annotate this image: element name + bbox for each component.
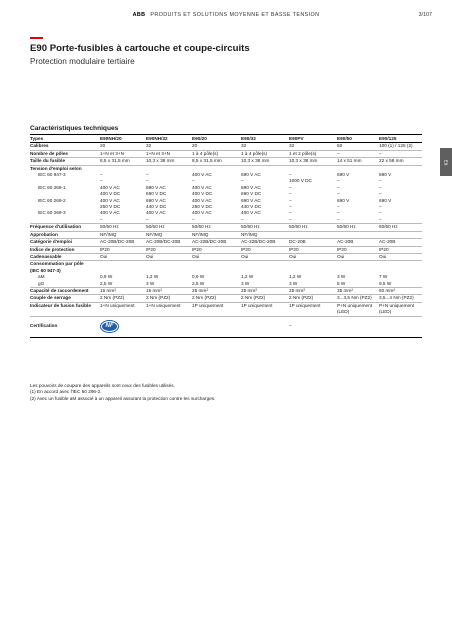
table-cell: – bbox=[241, 216, 244, 222]
table-cell: NF/IMQ bbox=[146, 231, 192, 238]
table-cell: 25 mm² bbox=[192, 287, 241, 294]
table-cell bbox=[289, 261, 337, 268]
table-cell bbox=[146, 316, 192, 337]
table-cell: 50/60 Hz bbox=[241, 224, 289, 231]
header-cell: E90/20 bbox=[192, 135, 241, 143]
table-cell: 400 V AC bbox=[192, 197, 212, 203]
table-cell: 1+N uniquement bbox=[146, 302, 192, 309]
table-cell: 250 V DC bbox=[100, 204, 121, 210]
table-cell: 690 V AC bbox=[241, 172, 261, 178]
table-row bbox=[30, 309, 422, 316]
table-cell: 1P uniquement bbox=[241, 302, 289, 309]
footnotes bbox=[30, 383, 215, 402]
table-cell: 2,5 W bbox=[100, 280, 113, 286]
table-cell: IP20 bbox=[379, 246, 422, 253]
table-cell bbox=[289, 165, 337, 172]
table-cell: 400 V AC bbox=[100, 210, 120, 216]
table-row bbox=[30, 253, 422, 260]
table-cell: 50/60 Hz bbox=[289, 224, 337, 231]
table-cell: – bbox=[192, 216, 195, 222]
table-cell bbox=[379, 231, 422, 238]
row-label: IEC 60 269-1 bbox=[38, 184, 66, 190]
table-cell: 1,2 W bbox=[241, 274, 254, 280]
table-cell: 2 Nm (PZ2) bbox=[289, 295, 337, 302]
table-row bbox=[30, 158, 422, 165]
table-cell bbox=[146, 261, 192, 268]
table-cell: 400 V AC bbox=[192, 210, 212, 216]
table-cell: 9,5 W bbox=[379, 280, 392, 286]
table-cell: 400 V AC bbox=[146, 210, 166, 216]
table-cell: Oui bbox=[241, 253, 289, 260]
table-cell: 50 bbox=[337, 143, 379, 150]
table-cell: 690 V DC bbox=[146, 191, 167, 197]
header-cell: E90NH/20 bbox=[100, 135, 146, 143]
table-cell: – bbox=[192, 178, 195, 184]
row-label bbox=[30, 309, 100, 316]
table-cell: – bbox=[289, 204, 292, 210]
table-cell: 20 bbox=[100, 143, 146, 150]
table-cell: 50/60 Hz bbox=[100, 224, 146, 231]
table-cell: 690 V AC bbox=[241, 197, 261, 203]
table-cell bbox=[241, 316, 289, 337]
header-cell: E90/32 bbox=[241, 135, 289, 143]
table-cell: – bbox=[379, 204, 382, 210]
table-cell: 1+N et 3+N bbox=[100, 150, 146, 157]
table-row bbox=[30, 287, 422, 294]
table-cell: 690 V DC bbox=[241, 191, 262, 197]
section-title: Caractéristiques techniques bbox=[30, 125, 119, 132]
table-cell: – bbox=[379, 216, 382, 222]
footnote: (2) Avec un fusible aM associé à un appareil assurant la protection contre les surcharges. bbox=[30, 395, 216, 401]
table-cell: 2,5 W bbox=[192, 280, 205, 286]
table-cell: – bbox=[146, 178, 149, 184]
table-cell: 1+N uniquement bbox=[100, 302, 146, 309]
table-cell: – bbox=[100, 178, 103, 184]
table-cell: 1 et 2 pôle(s) bbox=[289, 150, 337, 157]
table-cell bbox=[379, 261, 422, 268]
row-label: Catégorie d'emploi bbox=[30, 239, 100, 246]
footnote: (1) En accord avec l'IEC 60 296-2. bbox=[30, 389, 102, 395]
row-label bbox=[30, 217, 100, 224]
table-cell bbox=[379, 165, 422, 172]
table-cell: 1,2 W bbox=[289, 274, 302, 280]
table-cell: P+N uniquement bbox=[379, 302, 422, 309]
table-cell: – bbox=[379, 184, 382, 190]
table-cell: 3 W bbox=[337, 274, 346, 280]
table-cell: 8,5 x 31,5 mm bbox=[100, 158, 146, 165]
table-cell bbox=[100, 165, 146, 172]
table-cell: 440 V DC bbox=[241, 204, 262, 210]
header-text: PRODUITS ET SOLUTIONS MOYENNE ET BASSE TENSION bbox=[150, 12, 320, 18]
specs-table bbox=[30, 134, 422, 338]
table-cell: 50/60 Hz bbox=[146, 224, 192, 231]
row-label: Capacité de raccordement bbox=[30, 287, 100, 294]
table-cell: 0,9 W bbox=[192, 274, 205, 280]
table-cell: Oui bbox=[192, 253, 241, 260]
table-cell bbox=[241, 261, 289, 268]
table-cell: 690 V AC bbox=[241, 184, 261, 190]
table-cell: 2 Nm (PZ2) bbox=[192, 295, 241, 302]
table-cell bbox=[241, 165, 289, 172]
row-label: Calibres bbox=[30, 143, 100, 150]
table-cell: NF/IMQ bbox=[192, 231, 241, 238]
table-row bbox=[30, 261, 422, 268]
table-cell: 400 V DC bbox=[192, 191, 213, 197]
table-cell bbox=[192, 316, 241, 337]
table-cell: 690 V bbox=[379, 172, 392, 178]
table-cell: IP20 bbox=[192, 246, 241, 253]
table-cell: 1,2 W bbox=[146, 274, 159, 280]
table-cell: 2 Nm (PZ2) bbox=[241, 295, 289, 302]
table-cell: 50/60 Hz bbox=[337, 224, 379, 231]
table-cell: 10,3 x 38 mm bbox=[289, 158, 337, 165]
table-cell: 690 V AC bbox=[146, 184, 166, 190]
table-cell bbox=[146, 309, 192, 316]
table-row bbox=[30, 281, 422, 288]
row-label: Nombre de pôles bbox=[30, 150, 100, 157]
table-cell: 5 W bbox=[337, 280, 346, 286]
table-cell: 10,3 x 38 mm bbox=[146, 158, 192, 165]
table-cell: – bbox=[100, 216, 103, 222]
table-cell: NF/IMQ bbox=[100, 231, 146, 238]
table-cell: 3 W bbox=[146, 280, 155, 286]
table-cell bbox=[337, 165, 379, 172]
header-cell: E90/50 bbox=[337, 135, 379, 143]
table-cell: 50 mm² bbox=[379, 287, 422, 294]
table-cell: – bbox=[337, 191, 340, 197]
table-cell: 32 bbox=[289, 143, 337, 150]
row-label: Indicateur de fusion fusible bbox=[30, 302, 100, 309]
table-cell: 1+N et 3+N bbox=[146, 150, 192, 157]
table-cell: IP20 bbox=[289, 246, 337, 253]
table-row bbox=[30, 150, 422, 157]
table-cell bbox=[146, 165, 192, 172]
row-label: Tension d'emploi selon bbox=[30, 165, 100, 172]
table-row bbox=[30, 224, 422, 231]
row-label: Approbation bbox=[30, 231, 100, 238]
table-cell: (LED) bbox=[379, 309, 392, 315]
table-cell: – bbox=[337, 210, 340, 216]
row-label: aM bbox=[38, 274, 45, 280]
table-cell: 2 Nm (PZ2) bbox=[100, 295, 146, 302]
table-cell: 35 mm² bbox=[337, 287, 379, 294]
nf-certification-logo: NF bbox=[100, 320, 119, 333]
table-row bbox=[30, 143, 422, 150]
table-cell bbox=[100, 316, 146, 337]
table-cell bbox=[241, 309, 289, 316]
table-cell bbox=[289, 231, 337, 238]
row-label: Certification bbox=[30, 316, 100, 337]
table-cell: 400 V AC bbox=[192, 172, 212, 178]
table-cell: 1 à 4 pôle(s) bbox=[192, 150, 241, 157]
table-cell: 690 V bbox=[337, 172, 350, 178]
table-cell: IP20 bbox=[241, 246, 289, 253]
table-cell: – bbox=[289, 316, 337, 337]
table-cell bbox=[192, 261, 241, 268]
table-cell: 10,3 x 38 mm bbox=[241, 158, 289, 165]
row-label: IEC 60 269-2 bbox=[38, 197, 66, 203]
table-cell: 20 bbox=[192, 143, 241, 150]
page-number: 3/107 bbox=[418, 12, 432, 18]
table-cell: – bbox=[379, 210, 382, 216]
row-label: Fréquence d'utilisation bbox=[30, 224, 100, 231]
table-cell: 14 x 51 mm bbox=[337, 158, 379, 165]
table-cell: AC-22B/DC-20B bbox=[241, 239, 289, 246]
table-cell: 1P uniquement bbox=[289, 302, 337, 309]
table-row bbox=[30, 217, 422, 224]
table-cell: AC-22B/DC-20B bbox=[192, 239, 241, 246]
table-cell: 400 V DC bbox=[100, 191, 121, 197]
table-cell bbox=[192, 165, 241, 172]
row-label: Indice de protection bbox=[30, 246, 100, 253]
page-subtitle: Protection modulaire tertiaire bbox=[30, 57, 135, 66]
accent-bar bbox=[30, 37, 43, 39]
table-cell: 25 mm² bbox=[241, 287, 289, 294]
table-cell bbox=[337, 231, 379, 238]
table-cell bbox=[337, 261, 379, 268]
table-cell: (LED) bbox=[337, 309, 350, 315]
table-cell: AC-20B bbox=[337, 239, 379, 246]
header-cell: E90NH/32 bbox=[146, 135, 192, 143]
footnote: Les pouvoirs de coupure des appareils sont ceux des fusibles utilisés. bbox=[30, 383, 175, 388]
table-row bbox=[30, 246, 422, 253]
row-label: Taille du fusible bbox=[30, 158, 100, 165]
table-row bbox=[30, 239, 422, 246]
table-cell: 100 (1) / 125 (2) bbox=[379, 143, 422, 150]
table-cell: 400 V AC bbox=[100, 184, 120, 190]
table-cell: – bbox=[337, 178, 340, 184]
table-cell: – bbox=[289, 197, 292, 203]
table-row bbox=[30, 316, 422, 337]
table-cell: Oui bbox=[100, 253, 146, 260]
table-cell: 1000 V DC bbox=[289, 178, 312, 184]
table-cell: 3...3,5 Nm (PZ2) bbox=[337, 295, 379, 302]
header-cell: E90PV bbox=[289, 135, 337, 143]
row-label: gG bbox=[38, 280, 45, 286]
page-title: E90 Porte-fusibles à cartouche et coupe-circuits bbox=[30, 43, 250, 54]
table-header-row bbox=[30, 135, 422, 143]
table-cell: – bbox=[289, 210, 292, 216]
row-label: Cadenassable bbox=[30, 253, 100, 260]
row-label: (IEC 60 947-3) bbox=[30, 267, 61, 273]
table-cell: 250 V DC bbox=[192, 204, 213, 210]
table-cell: – bbox=[337, 204, 340, 210]
table-cell: – bbox=[100, 172, 103, 178]
table-cell: Oui bbox=[289, 253, 337, 260]
table-cell: AC-20B bbox=[379, 239, 422, 246]
table-cell: Oui bbox=[379, 253, 422, 260]
table-cell: IP20 bbox=[146, 246, 192, 253]
row-label: IEC 60 269-3 bbox=[38, 210, 66, 216]
brand-logo: ABB bbox=[132, 12, 146, 18]
table-cell: DC-20B bbox=[289, 239, 337, 246]
chapter-tab-label: E9 bbox=[443, 159, 449, 165]
table-cell: AC-20B/DC-20B bbox=[100, 239, 146, 246]
table-cell: – bbox=[337, 150, 379, 157]
table-row bbox=[30, 302, 422, 309]
table-cell: 690 V AC bbox=[146, 197, 166, 203]
table-cell: NF/IMQ bbox=[241, 231, 289, 238]
table-cell: 1P uniquement bbox=[192, 302, 241, 309]
table-cell bbox=[100, 261, 146, 268]
header-cell: E90/125 bbox=[379, 135, 422, 143]
table-cell: 8,5 x 31,5 mm bbox=[192, 158, 241, 165]
table-cell: 1 à 4 pôle(s) bbox=[241, 150, 289, 157]
table-cell: 690 V bbox=[337, 197, 350, 203]
table-cell: – bbox=[241, 178, 244, 184]
table-cell: – bbox=[289, 172, 292, 178]
table-cell: 3 W bbox=[241, 280, 250, 286]
table-cell: IP20 bbox=[100, 246, 146, 253]
row-label: IEC 60 947-3 bbox=[38, 172, 66, 178]
table-cell: 400 V AC bbox=[100, 197, 120, 203]
table-cell: – bbox=[146, 216, 149, 222]
table-cell: 400 V AC bbox=[241, 210, 261, 216]
table-cell: – bbox=[146, 172, 149, 178]
table-cell: – bbox=[379, 150, 422, 157]
table-cell: 22 x 58 mm bbox=[379, 158, 422, 165]
table-cell: 400 V AC bbox=[192, 184, 212, 190]
table-cell bbox=[192, 309, 241, 316]
table-cell: 25 mm² bbox=[289, 287, 337, 294]
table-cell: 32 bbox=[146, 143, 192, 150]
table-cell bbox=[337, 316, 379, 337]
table-cell: 16 mm² bbox=[146, 287, 192, 294]
table-row bbox=[30, 231, 422, 238]
table-cell: 7 W bbox=[379, 274, 388, 280]
table-row bbox=[30, 165, 422, 172]
table-cell: 50/60 Hz bbox=[192, 224, 241, 231]
table-cell: – bbox=[337, 216, 340, 222]
table-cell: P+N uniquement bbox=[337, 302, 379, 309]
table-cell: – bbox=[379, 191, 382, 197]
table-cell: 0,9 W bbox=[100, 274, 113, 280]
table-cell: AC-20B/DC-20B bbox=[146, 239, 192, 246]
table-cell: 690 V bbox=[379, 197, 392, 203]
page-header bbox=[0, 12, 452, 22]
table-cell bbox=[379, 316, 422, 337]
table-cell bbox=[100, 309, 146, 316]
table-cell: IP20 bbox=[337, 246, 379, 253]
table-cell: 2 Nm (PZ2) bbox=[146, 295, 192, 302]
header-cell: Types bbox=[30, 135, 100, 143]
row-label: Couple de serrage bbox=[30, 295, 100, 302]
table-cell: 440 V DC bbox=[146, 204, 167, 210]
table-cell: – bbox=[289, 216, 292, 222]
table-cell: – bbox=[337, 184, 340, 190]
table-cell: – bbox=[289, 184, 292, 190]
table-cell: Oui bbox=[146, 253, 192, 260]
table-cell: 3,5...4 Nm (PZ2) bbox=[379, 295, 422, 302]
table-cell bbox=[289, 309, 337, 316]
table-cell: – bbox=[379, 178, 382, 184]
table-cell: 50/60 Hz bbox=[379, 224, 422, 231]
table-cell: Oui bbox=[337, 253, 379, 260]
table-cell: 16 mm² bbox=[100, 287, 146, 294]
table-cell: 3 W bbox=[289, 280, 298, 286]
table-row bbox=[30, 295, 422, 302]
chapter-tab[interactable] bbox=[440, 148, 452, 176]
table-cell: 32 bbox=[241, 143, 289, 150]
table-cell: – bbox=[289, 191, 292, 197]
row-label: Consommation par pôle bbox=[30, 261, 100, 268]
